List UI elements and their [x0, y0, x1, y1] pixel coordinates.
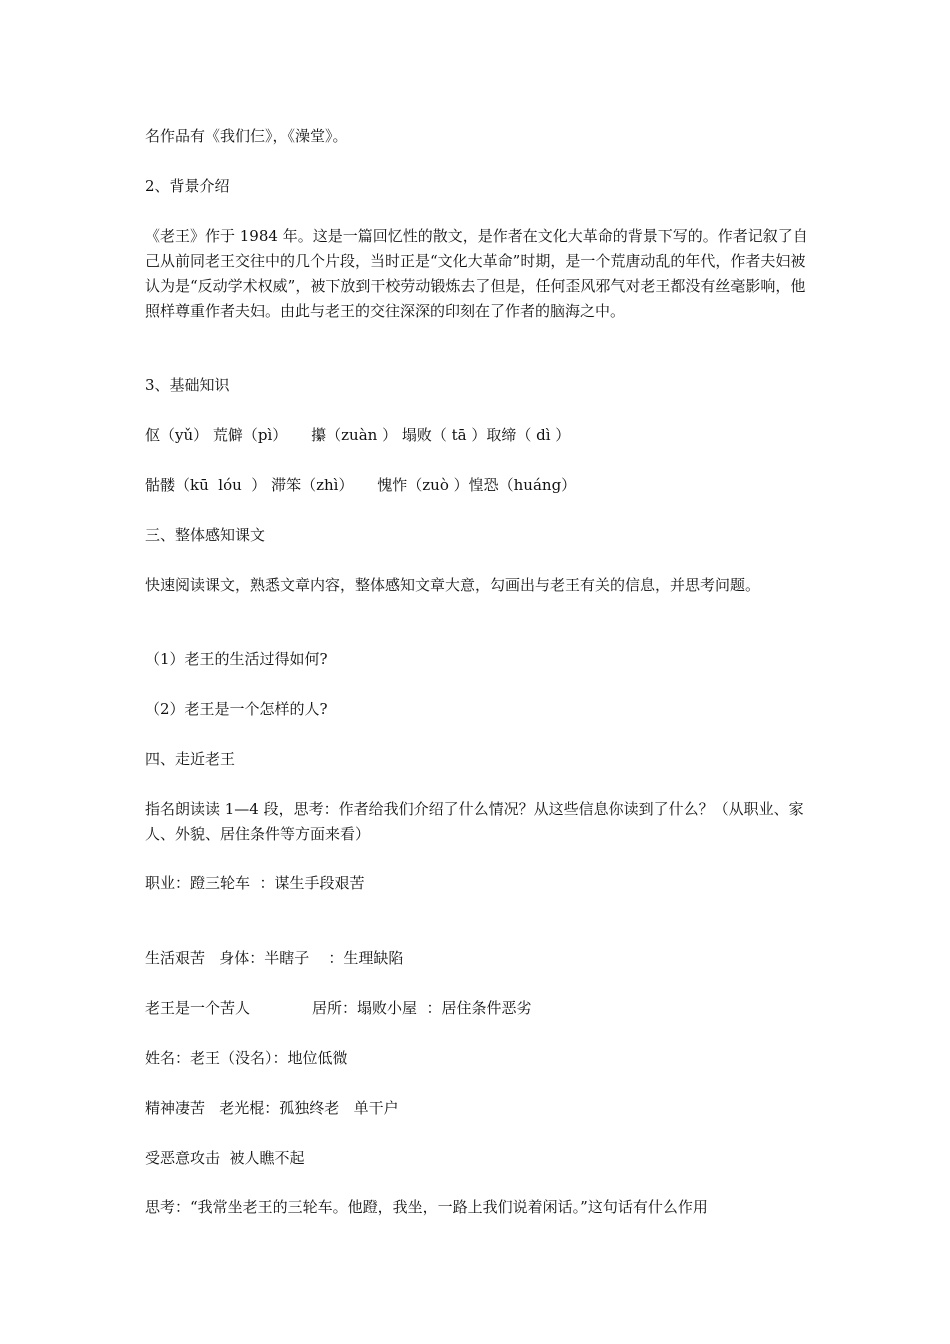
thinking-question: 思考：“我常坐老王的三轮车。他蹬，我坐，一路上我们说着闲话。”这句话有什么作用	[145, 1198, 708, 1216]
question-1: （1）老王的生活过得如何?	[145, 650, 328, 668]
section-heading-background: 2、背景介绍	[145, 177, 230, 195]
analysis-attack: 受恶意攻击 被人瞧不起	[145, 1149, 305, 1167]
intro-line: 名作品有《我们仨》，《澡堂》。	[145, 127, 348, 145]
analysis-residence: 老王是一个苦人 居所：塌败小屋 ：居住条件恶劣	[145, 999, 532, 1017]
section-heading-overview: 三、整体感知课文	[145, 526, 266, 544]
vocab-line-2: 骷髅（kū lóu ） 滞笨（zhì） 愧怍（zuò ）惶恐（huáng）	[145, 476, 577, 494]
section-heading-laowang: 四、走近老王	[145, 750, 236, 768]
vocab-line-1: 伛（yǔ） 荒僻（pì） 攥（zuàn ） 塌败（ tā ）取缔（ dì ）	[145, 426, 571, 444]
section-heading-basics: 3、基础知识	[145, 376, 230, 394]
analysis-occupation: 职业：蹬三轮车 ：谋生手段艰苦	[145, 874, 365, 892]
overview-paragraph: 快速阅读课文，熟悉文章内容，整体感知文章大意，勾画出与老王有关的信息，并思考问题。	[145, 576, 761, 594]
analysis-name: 姓名：老王（没名）：地位低微	[145, 1049, 348, 1067]
analysis-spirit: 精神凄苦 老光棍：孤独终老 单干户	[145, 1099, 399, 1117]
question-2: （2）老王是一个怎样的人?	[145, 700, 328, 718]
background-paragraph: 《老王》作于 1984 年。这是一篇回忆性的散文，是作者在文化大革命的背景下写的。作者记叙了自己从前同老王交往中的几个片段，当时正是“文化大革命”时期，是一个荒唐动乱的年代，作者夫妇被认为是“反动学术权威”，被下放到干校劳动锻炼去了但是，任何歪风邪气对老王都没有丝毫影响，他照样尊重作者夫妇。由此与老王的交往深深的印刻在了作者的脑海之中。	[145, 227, 808, 320]
analysis-body: 生活艰苦 身体：半瞎子 ：生理缺陷	[145, 949, 404, 967]
reading-paragraph: 指名朗读读 1—4 段，思考：作者给我们介绍了什么情况？从这些信息你读到了什么？（从职业、家人、外貌、居住条件等方面来看）	[145, 800, 804, 843]
